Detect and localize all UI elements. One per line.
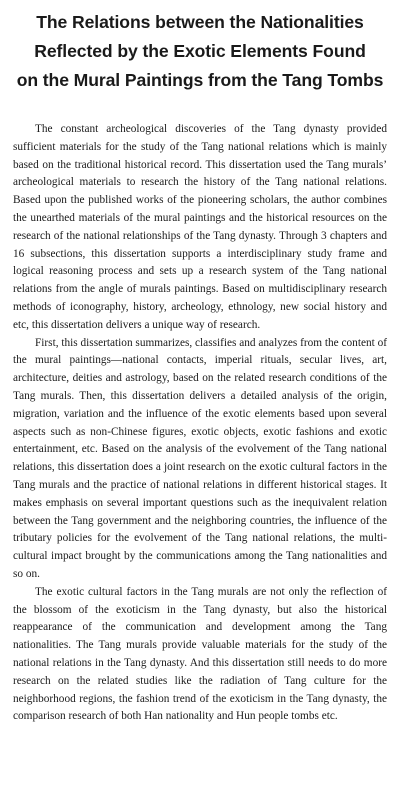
paragraph-3: The exotic cultural factors in the Tang murals are not only the reflection of the blossom of the exoticism in the Tang dynasty, but also the historical reappearance of the communication and development among the Tang nationalities. The Tang murals provide valuable materials for the study of the national relations in the Tang dynasty. And this dissertation still needs to do more research on the related studies like the radiation of Tang culture for the neighborhood regions, the fashion trend of the exoticism in the Tang dynasty, the comparison research of both Han nationality and Hun people tombs etc. [13,585,387,723]
abstract-body [13,121,387,726]
paragraph-2: First, this dissertation summarizes, classifies and analyzes from the content of the mural paintings—national contacts, imperial rituals, secular lives, art, architecture, deities and astrology, based on the related research conditions of the Tang murals. Then, this dissertation delivers a detailed analysis of the origin, migration, variation and the influence of the exotic elements based upon several aspects such as non-Chinese figures, exotic objects, exotic fashions and exotic entertainment, etc. Based on the analysis of the evolvement of the Tang national relations, this dissertation does a joint research on the exotic cultural factors in the Tang murals and the practice of national relations in different historical stages. It makes emphasis on several important questions such as the inequivalent relation between the Tang government and the neighboring countries, the influence of the tributary policies for the evolvement of the Tang national relations, the multi-cultural impact brought by the communications among the Tang nationalities and so on. [13,336,388,580]
title-line-1: The Relations between the Nationalities [36,12,364,32]
title-line-2: Reflected by the Exotic Elements Found [34,41,366,61]
title-line-3: on the Mural Paintings from the Tang Tombs [16,70,384,90]
document-title [13,8,387,95]
paragraph-1: The constant archeological discoveries of the Tang dynasty provided sufficient materials for the study of the Tang national relations which is mainly based on the traditional historical record. This dissertation used the Tang murals’ archeological materials to research the history of the Tang national relations. Based upon the published works of the pioneering scholars, the author combines the unearthed materials of the mural paintings and the historical resources on the research of the national relationships of the Tang dynasty. Through 3 chapters and 16 subsections, this dissertation supports a interdisciplinary study frame and logical reasoning process and sets up a research system of the Tang national relations from the angle of murals paintings. Based on multidisciplinary research methods of iconography, history, archeology, ethnology, new social history and etc, this dissertation delivers a unique way of research. [13,123,387,331]
